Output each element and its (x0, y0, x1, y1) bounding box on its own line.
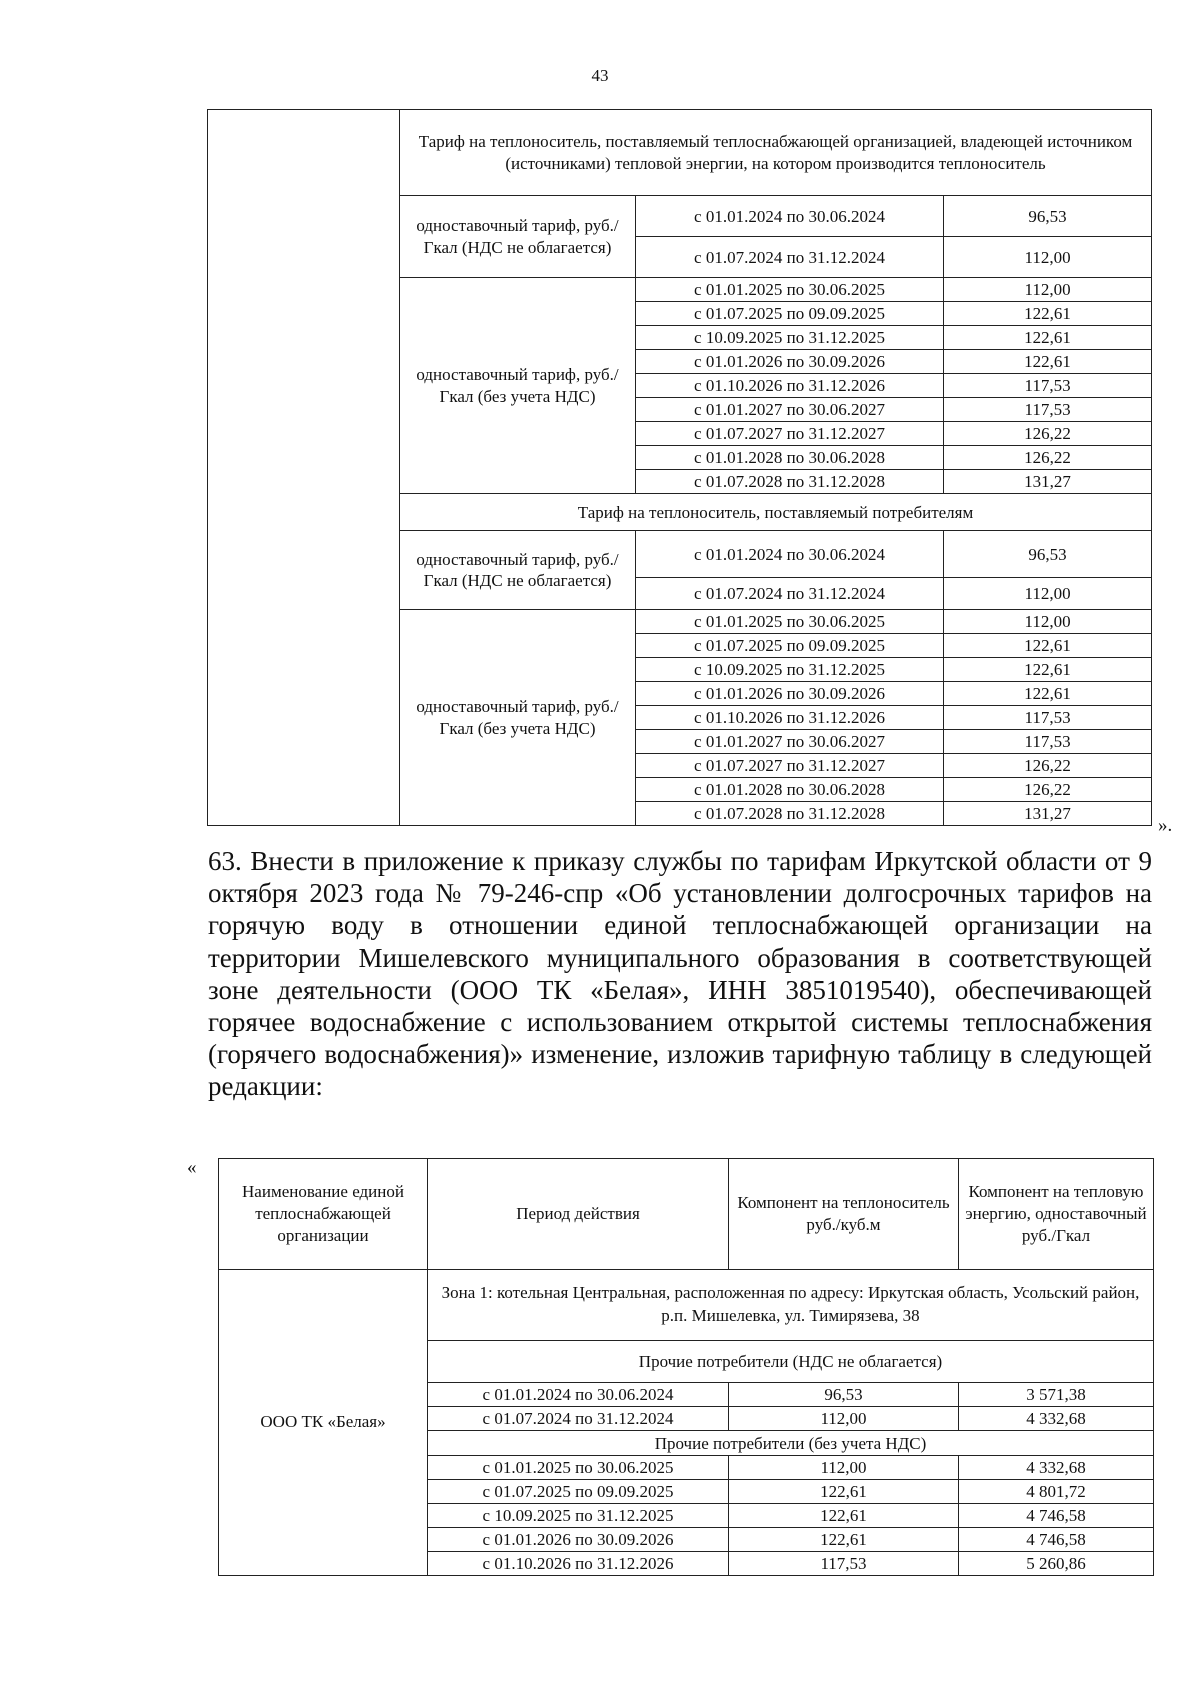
period-cell: с 01.01.2026 по 30.09.2026 (636, 350, 944, 374)
coolant-tariff-table (207, 109, 1152, 826)
heat-cell: 4 746,58 (959, 1528, 1154, 1552)
category-cell: одноставочный тариф, руб./Гкал (без учета НДС) (400, 610, 636, 826)
heat-cell: 4 801,72 (959, 1480, 1154, 1504)
period-cell: с 01.01.2027 по 30.06.2027 (636, 398, 944, 422)
coolant-cell: 117,53 (729, 1552, 959, 1576)
period-cell: с 01.07.2024 по 31.12.2024 (428, 1407, 729, 1431)
value-cell: 112,00 (944, 578, 1152, 610)
period-cell: с 01.01.2026 по 30.09.2026 (428, 1528, 729, 1552)
value-cell: 126,22 (944, 754, 1152, 778)
value-cell: 117,53 (944, 706, 1152, 730)
value-cell: 117,53 (944, 374, 1152, 398)
value-cell: 117,53 (944, 730, 1152, 754)
page-number: 43 (591, 66, 609, 85)
period-cell: с 01.07.2028 по 31.12.2028 (636, 470, 944, 494)
value-cell: 112,00 (944, 278, 1152, 302)
paragraph-63: 63. Внести в приложение к приказу службы по тарифам Иркутской области от 9 октября 2023 года № 79-246-спр «Об установлении долгосрочных тарифов на горячую воду в отношении единой теплоснабжающей организации на территории Мишелевского муниципального образования в соответствующей зоне деятельности (ООО ТК «Белая», ИНН 3851019540), обеспечивающей горячее водоснабжение с использованием открытой системы теплоснабжения (горячего водоснабжения)» изменение, изложив тарифную таблицу в следующей редакции: (208, 846, 1152, 1102)
period-cell: с 01.01.2028 по 30.06.2028 (636, 446, 944, 470)
group-title-no-vat: Прочие потребители (без учета НДС) (428, 1431, 1154, 1456)
coolant-cell: 112,00 (729, 1456, 959, 1480)
heat-cell: 5 260,86 (959, 1552, 1154, 1576)
opening-quote: « (187, 1157, 197, 1178)
coolant-cell: 122,61 (729, 1480, 959, 1504)
period-cell: с 01.07.2025 по 09.09.2025 (636, 302, 944, 326)
value-cell: 131,27 (944, 802, 1152, 826)
value-cell: 126,22 (944, 446, 1152, 470)
value-cell: 96,53 (944, 196, 1152, 237)
heat-cell: 3 571,38 (959, 1383, 1154, 1407)
value-cell: 122,61 (944, 326, 1152, 350)
value-cell: 122,61 (944, 682, 1152, 706)
period-cell: с 01.01.2025 по 30.06.2025 (636, 278, 944, 302)
hot-water-tariff-table (218, 1158, 1154, 1576)
value-cell: 126,22 (944, 778, 1152, 802)
period-cell: с 01.07.2024 по 31.12.2024 (636, 237, 944, 278)
header-org: Наименование единой теплоснабжающей организации (219, 1159, 428, 1270)
value-cell: 112,00 (944, 237, 1152, 278)
period-cell: с 10.09.2025 по 31.12.2025 (636, 326, 944, 350)
org-column-empty (208, 110, 400, 826)
value-cell: 131,27 (944, 470, 1152, 494)
period-cell: с 01.07.2024 по 31.12.2024 (636, 578, 944, 610)
period-cell: с 01.01.2025 по 30.06.2025 (428, 1456, 729, 1480)
zone-description: Зона 1: котельная Центральная, расположенная по адресу: Иркутская область, Усольский район, р.п. Мишелевка, ул. Тимирязева, 38 (428, 1270, 1154, 1341)
heat-cell: 4 746,58 (959, 1504, 1154, 1528)
value-cell: 96,53 (944, 531, 1152, 578)
header-heat: Компонент на тепловую энергию, одноставочный руб./Гкал (959, 1159, 1154, 1270)
period-cell: с 01.01.2024 по 30.06.2024 (636, 196, 944, 237)
heat-cell: 4 332,68 (959, 1456, 1154, 1480)
coolant-cell: 96,53 (729, 1383, 959, 1407)
period-cell: с 01.01.2028 по 30.06.2028 (636, 778, 944, 802)
period-cell: с 01.07.2025 по 09.09.2025 (428, 1480, 729, 1504)
coolant-cell: 122,61 (729, 1528, 959, 1552)
period-cell: с 10.09.2025 по 31.12.2025 (636, 658, 944, 682)
group-title-nds-free: Прочие потребители (НДС не облагается) (428, 1341, 1154, 1383)
value-cell: 122,61 (944, 658, 1152, 682)
coolant-cell: 122,61 (729, 1504, 959, 1528)
category-cell: одноставочный тариф, руб./Гкал (без учета НДС) (400, 278, 636, 494)
period-cell: с 01.07.2025 по 09.09.2025 (636, 634, 944, 658)
header-coolant: Компонент на теплоноситель руб./куб.м (729, 1159, 959, 1270)
period-cell: с 01.07.2028 по 31.12.2028 (636, 802, 944, 826)
period-cell: с 01.07.2027 по 31.12.2027 (636, 754, 944, 778)
section-title-source: Тариф на теплоноситель, поставляемый теплоснабжающей организацией, владеющей источником (источниками) тепловой энергии, на котором производится теплоноситель (400, 110, 1152, 196)
period-cell: с 01.07.2027 по 31.12.2027 (636, 422, 944, 446)
header-period: Период действия (428, 1159, 729, 1270)
period-cell: с 01.10.2026 по 31.12.2026 (636, 706, 944, 730)
period-cell: с 01.01.2024 по 30.06.2024 (428, 1383, 729, 1407)
organization-name: ООО ТК «Белая» (219, 1270, 428, 1576)
coolant-cell: 112,00 (729, 1407, 959, 1431)
category-cell: одноставочный тариф, руб./Гкал (НДС не облагается) (400, 196, 636, 278)
value-cell: 112,00 (944, 610, 1152, 634)
period-cell: с 01.01.2026 по 30.09.2026 (636, 682, 944, 706)
value-cell: 122,61 (944, 350, 1152, 374)
period-cell: с 01.01.2027 по 30.06.2027 (636, 730, 944, 754)
heat-cell: 4 332,68 (959, 1407, 1154, 1431)
value-cell: 117,53 (944, 398, 1152, 422)
period-cell: с 01.01.2025 по 30.06.2025 (636, 610, 944, 634)
closing-quote: ». (1158, 815, 1173, 836)
period-cell: с 01.10.2026 по 31.12.2026 (636, 374, 944, 398)
value-cell: 122,61 (944, 302, 1152, 326)
period-cell: с 01.10.2026 по 31.12.2026 (428, 1552, 729, 1576)
period-cell: с 01.01.2024 по 30.06.2024 (636, 531, 944, 578)
category-cell: одноставочный тариф, руб./Гкал (НДС не облагается) (400, 531, 636, 610)
value-cell: 126,22 (944, 422, 1152, 446)
value-cell: 122,61 (944, 634, 1152, 658)
period-cell: с 10.09.2025 по 31.12.2025 (428, 1504, 729, 1528)
section-title-consumers: Тариф на теплоноситель, поставляемый потребителям (400, 494, 1152, 531)
